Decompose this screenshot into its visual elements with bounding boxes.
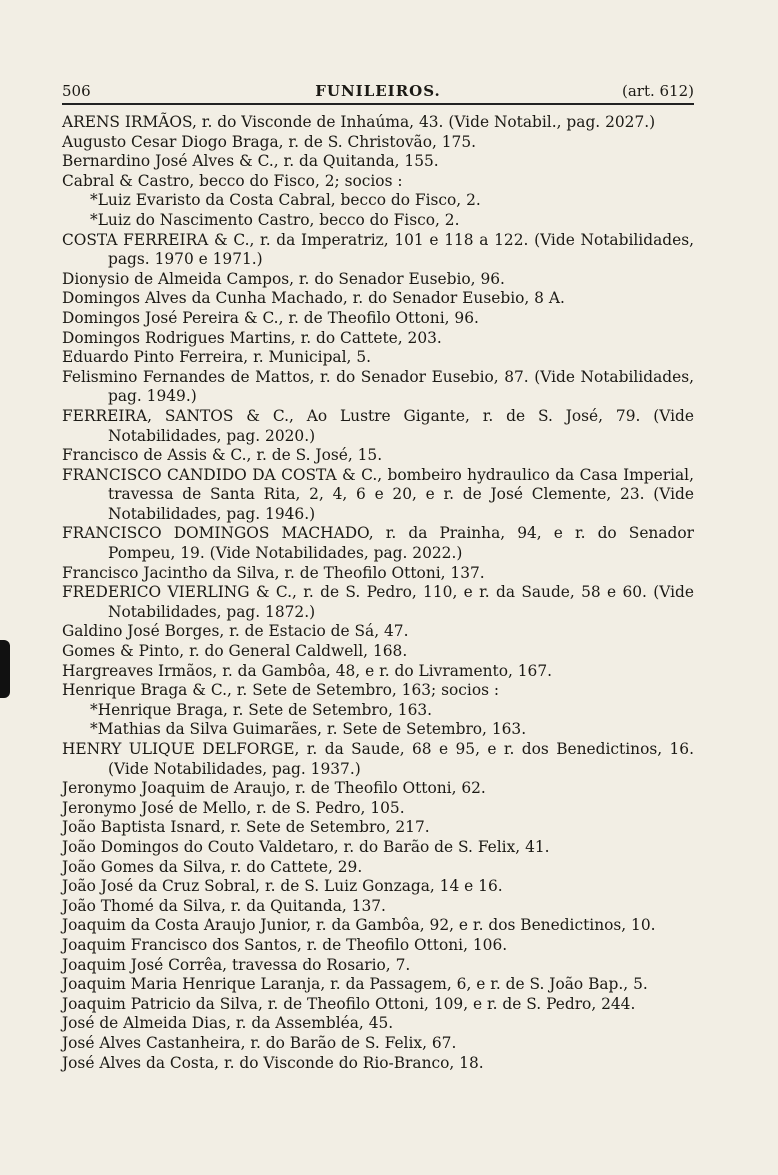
list-item: Domingos Alves da Cunha Machado, r. do Senador Eusebio, 8 A. [62,289,565,308]
list-item: *Luiz do Nascimento Castro, becco do Fisco, 2. [90,210,460,229]
list-item: Bernardino José Alves & C., r. da Quitanda, 155. [62,152,439,171]
list-item: Cabral & Castro, becco do Fisco, 2; socios : [62,171,403,190]
list-item: Jeronymo José de Mello, r. de S. Pedro, 105. [62,798,405,817]
list-item: HENRY ULIQUE DELFORGE, r. da Saude, 68 e 95, e r. dos Benedictinos, 16. (Vide Notabilidades, pag. 1937.) [62,740,694,778]
section-title: FUNILEIROS. [315,82,441,100]
article-reference: (art. 612) [621,82,694,100]
list-item: Francisco de Assis & C., r. de S. José, 15. [62,446,383,465]
list-item: Domingos Rodrigues Martins, r. do Cattete, 203. [62,328,442,347]
list-item: Augusto Cesar Diogo Braga, r. de S. Christovão, 175. [62,132,477,151]
list-item: Galdino José Borges, r. de Estacio de Sá, 47. [62,622,409,641]
list-item: Dionysio de Almeida Campos, r. do Senador Eusebio, 96. [62,269,505,288]
list-item: José de Almeida Dias, r. da Assembléa, 45. [62,1014,394,1033]
page-header [62,82,694,104]
list-item: Jeronymo Joaquim de Araujo, r. de Theofilo Ottoni, 62. [62,779,486,798]
list-item: FREDERICO VIERLING & C., r. de S. Pedro, 110, e r. da Saude, 58 e 60. (Vide Notabilidades, pag. 1872.) [62,583,694,621]
list-item: FERREIRA, SANTOS & C., Ao Lustre Gigante, r. de S. José, 79. (Vide Notabilidades, pag. 2020.) [62,406,694,445]
list-item: Joaquim Patricio da Silva, r. de Theofilo Ottoni, 109, e r. de S. Pedro, 244. [62,994,636,1013]
list-item: Joaquim Francisco dos Santos, r. de Theofilo Ottoni, 106. [62,935,508,954]
list-item: Henrique Braga & C., r. Sete de Setembro, 163; socios : [62,681,500,700]
list-item: João José da Cruz Sobral, r. de S. Luiz Gonzaga, 14 e 16. [62,877,503,896]
list-item: João Baptista Isnard, r. Sete de Setembro, 217. [62,818,430,837]
list-item: *Henrique Braga, r. Sete de Setembro, 163. [90,700,433,719]
list-item: João Thomé da Silva, r. da Quitanda, 137. [62,896,386,915]
margin-ink-mark [0,640,10,698]
list-item: Francisco Jacintho da Silva, r. de Theofilo Ottoni, 137. [62,563,485,582]
list-item: *Luiz Evaristo da Costa Cabral, becco do Fisco, 2. [90,191,481,210]
list-item: ARENS IRMÃOS, r. do Visconde de Inhaúma, 43. (Vide Notabil., pag. 2027.) [62,113,656,131]
list-item: *Mathias da Silva Guimarães, r. Sete de Setembro, 163. [90,720,527,739]
page-number: 506 [62,82,91,100]
list-item: Joaquim José Corrêa, travessa do Rosario, 7. [62,955,411,974]
list-item: Gomes & Pinto, r. do General Caldwell, 168. [62,642,408,661]
header-rule [62,103,694,105]
list-item: João Domingos do Couto Valdetaro, r. do Barão de S. Felix, 41. [62,837,550,856]
list-item: Felismino Fernandes de Mattos, r. do Senador Eusebio, 87. (Vide Notabilidades, pag. 1949.) [62,367,694,406]
list-item: Hargreaves Irmãos, r. da Gambôa, 48, e r. do Livramento, 167. [62,661,553,680]
list-item: José Alves Castanheira, r. do Barão de S. Felix, 67. [62,1033,457,1052]
list-item: FRANCISCO CANDIDO DA COSTA & C., bombeiro hydraulico da Casa Imperial, travessa de Santa Rita, 2, 4, 6 e 20, e r. de José Clemente, 23. (Vide Notabilidades, pag. 1946.) [62,465,694,523]
list-item: COSTA FERREIRA & C., r. da Imperatriz, 101 e 118 a 122. (Vide Notabilidades, pags. 1970 e 1971.) [62,230,694,269]
list-item: FRANCISCO DOMINGOS MACHADO, r. da Prainha, 94, e r. do Senador Pompeu, 19. (Vide Notabilidades, pag. 2022.) [62,524,694,563]
list-item: Joaquim da Costa Araujo Junior, r. da Gambôa, 92, e r. dos Benedictinos, 10. [62,916,656,935]
list-item: João Gomes da Silva, r. do Cattete, 29. [62,857,363,876]
list-item: Joaquim Maria Henrique Laranja, r. da Passagem, 6, e r. de S. João Bap., 5. [62,975,648,994]
entry-list [62,113,694,1073]
list-item: Eduardo Pinto Ferreira, r. Municipal, 5. [62,348,371,367]
list-item: José Alves da Costa, r. do Visconde do Rio-Branco, 18. [62,1053,484,1072]
list-item: Domingos José Pereira & C., r. de Theofilo Ottoni, 96. [62,308,479,327]
